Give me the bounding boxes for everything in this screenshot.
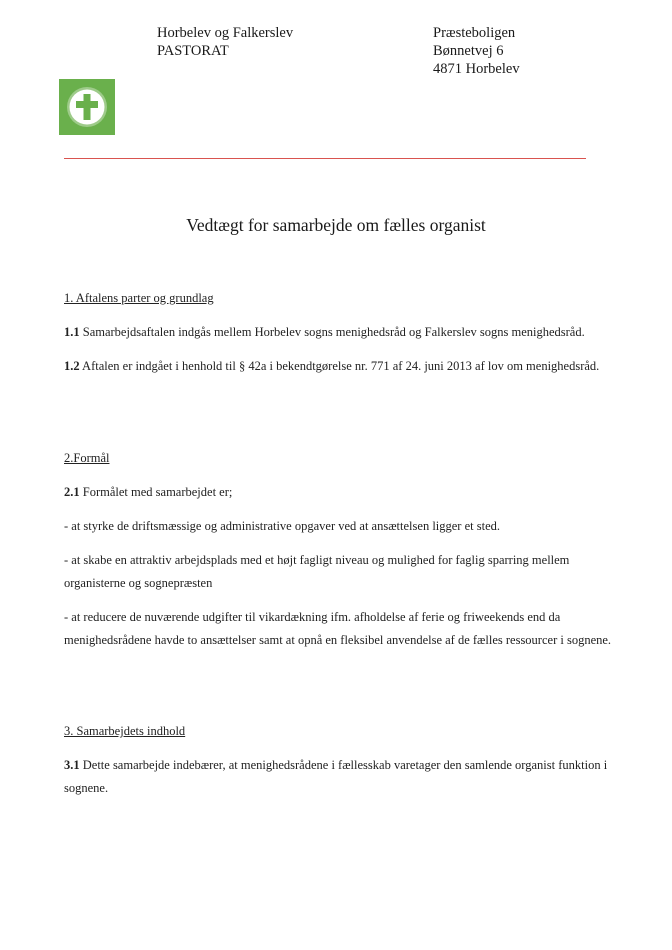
- document-title: Vedtægt for samarbejde om fælles organist: [186, 215, 486, 235]
- paragraph-text: Samarbejdsaftalen indgås mellem Horbelev sogns menighedsråd og Falkerslev sogns menighedsråd.: [79, 325, 585, 339]
- section-heading: 1. Aftalens parter og grundlag: [64, 291, 214, 305]
- address-line-2: Bønnetvej 6: [433, 43, 504, 59]
- paragraph-2-1: [64, 481, 624, 504]
- parish-name: Horbelev og Falkerslev: [157, 25, 294, 41]
- bullet-2: [64, 549, 624, 595]
- paragraph-number: 3.1: [64, 758, 80, 772]
- paragraph-text: - at styrke de driftsmæssige og administrative opgaver ved at ansættelsen ligger et sted.: [64, 519, 501, 533]
- paragraph-text: Formålet med samarbejdet er;: [79, 485, 233, 499]
- letterhead-left: [157, 24, 293, 60]
- section-heading: 2.Formål: [64, 451, 110, 465]
- paragraph-1-2: [64, 355, 624, 378]
- paragraph-3-1: [64, 754, 624, 800]
- paragraph-1-1: [64, 321, 624, 344]
- bullet-1: [64, 515, 624, 538]
- paragraph-text: Aftalen er indgået i henhold til § 42a i bekendtgørelse nr. 771 af 24. juni 2013 af lov om menighedsråd.: [79, 359, 600, 373]
- section-2-heading: [64, 447, 624, 470]
- paragraph-number: 2.1: [64, 485, 80, 499]
- paragraph-text: - at reducere de nuværende udgifter til vikardækning ifm. afholdelse af ferie og friweekends end da menighedsrådene havde to ansættelser samt at opnå en fleksibel anvendelse af de fælles ressourcer i sognene.: [64, 610, 612, 647]
- paragraph-number: 1.1: [64, 325, 80, 339]
- paragraph-text: Dette samarbejde indebærer, at menighedsrådene i fællesskab varetager den samlende organist funktion i sognene.: [64, 758, 608, 795]
- header-divider: [64, 158, 586, 159]
- paragraph-text: - at skabe en attraktiv arbejdsplads med et højt fagligt niveau og mulighed for faglig sparring mellem organisterne og sognepræsten: [64, 553, 570, 590]
- bullet-3: [64, 606, 624, 652]
- paragraph-number: 1.2: [64, 359, 80, 373]
- parish-label: PASTORAT: [157, 43, 229, 59]
- letterhead-address: [433, 24, 520, 78]
- cross-icon: [59, 79, 115, 135]
- address-line-1: Præsteboligen: [433, 25, 516, 41]
- section-1-heading: [64, 287, 624, 310]
- section-3-heading: [64, 720, 624, 743]
- address-line-3: 4871 Horbelev: [433, 61, 520, 77]
- section-heading: 3. Samarbejdets indhold: [64, 724, 186, 738]
